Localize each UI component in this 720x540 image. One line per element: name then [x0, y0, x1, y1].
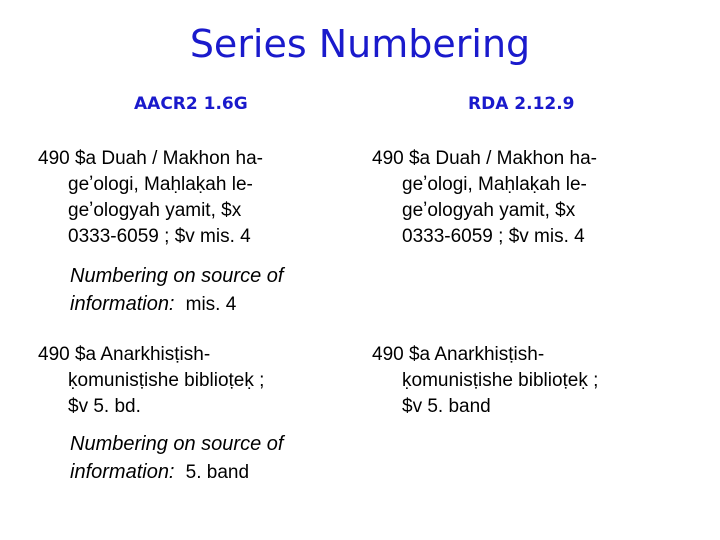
- note-label: information:: [70, 461, 175, 483]
- rda-record-2: [372, 342, 672, 420]
- record-line: $v 5. band: [402, 396, 491, 417]
- record-line: 490 $a Duah / Makhon ha-: [372, 148, 597, 169]
- record-line: ḳomunisṭishe biblioṭeḳ ;: [402, 370, 599, 391]
- record-line: geʼologyah yamit, $x: [402, 200, 576, 221]
- column-heading-aacr2: AACR2 1.6G: [134, 94, 248, 114]
- note-value: mis. 4: [185, 294, 237, 315]
- record-line: 490 $a Anarkhisṭish-: [372, 344, 545, 365]
- aacr2-source-note-1: [70, 262, 283, 319]
- record-line: 0333-6059 ; $v mis. 4: [402, 226, 585, 247]
- aacr2-record-1: [38, 146, 338, 250]
- record-line: 0333-6059 ; $v mis. 4: [68, 226, 251, 247]
- column-heading-rda: RDA 2.12.9: [468, 94, 575, 114]
- record-line: geʼologi, Maḥlaḳah le-: [402, 174, 587, 195]
- page-title: Series Numbering: [189, 22, 531, 66]
- rda-record-1: [372, 146, 672, 250]
- note-value: 5. band: [185, 462, 250, 483]
- record-line: geʼologi, Maḥlaḳah le-: [68, 174, 253, 195]
- record-line: ḳomunisṭishe biblioṭeḳ ;: [68, 370, 265, 391]
- record-line: $v 5. bd.: [68, 396, 141, 417]
- note-label: information:: [70, 293, 175, 315]
- note-label: Numbering on source of: [70, 433, 284, 455]
- aacr2-record-2: [38, 342, 338, 420]
- record-line: 490 $a Anarkhisṭish-: [38, 344, 211, 365]
- record-line: 490 $a Duah / Makhon ha-: [38, 148, 263, 169]
- note-label: Numbering on source of: [70, 265, 284, 287]
- aacr2-source-note-2: [70, 430, 283, 487]
- record-line: geʼologyah yamit, $x: [68, 200, 242, 221]
